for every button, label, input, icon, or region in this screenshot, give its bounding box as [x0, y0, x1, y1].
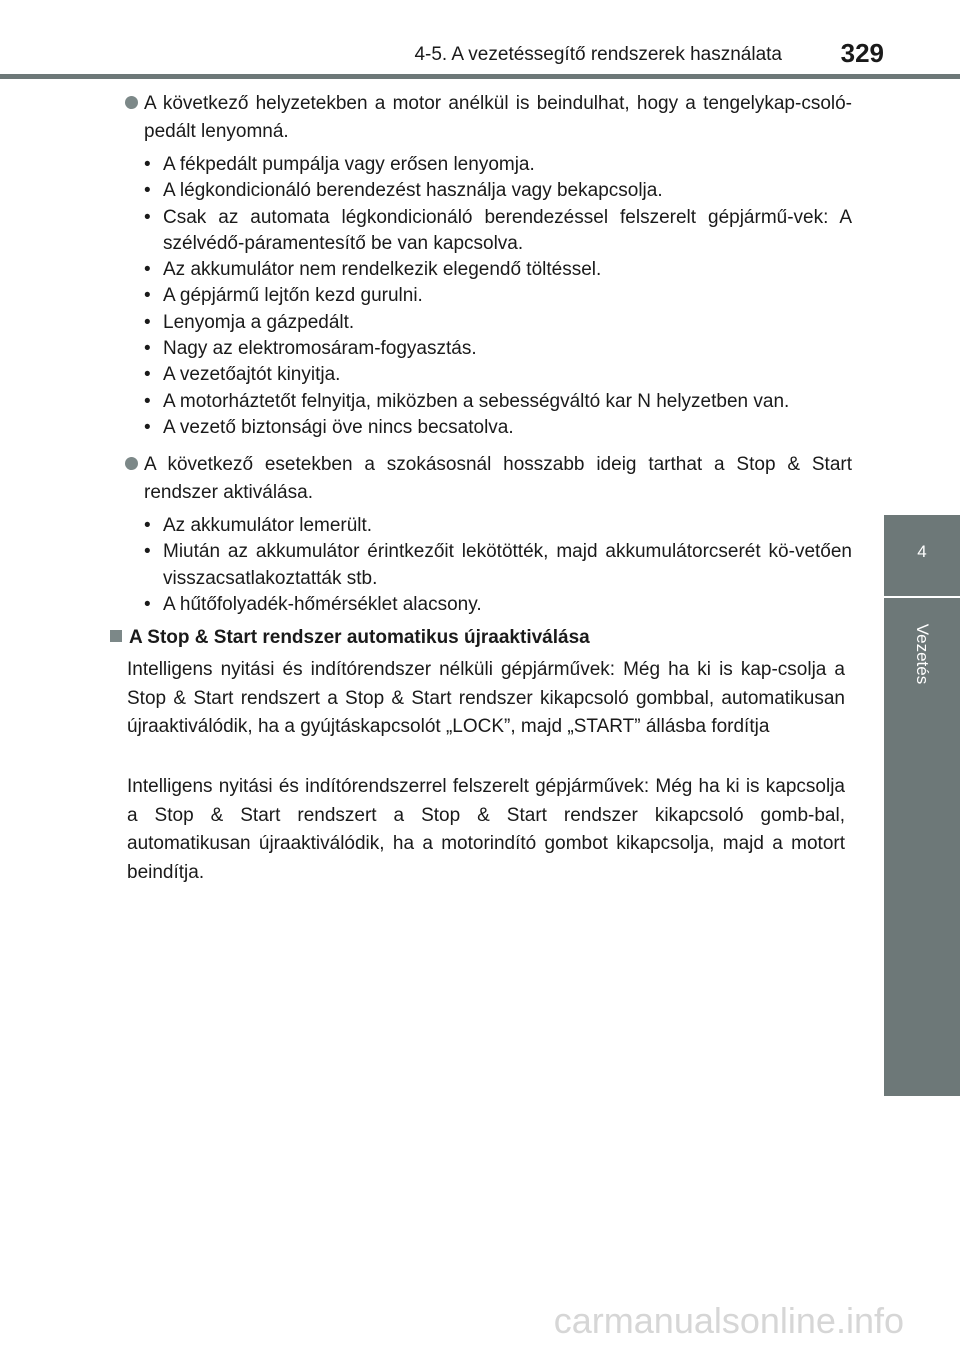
chapter-number: 4	[917, 542, 927, 561]
list-item: • A vezető biztonsági öve nincs becsatolva.	[144, 416, 514, 438]
bullet-paragraph	[144, 451, 852, 507]
list-item: • Csak az automata légkondicionáló berendezéssel felszerelt gépjármű-vek: A szélvédő-páramentesítő be van kapcsolva.	[144, 206, 852, 254]
square-bullet-icon	[110, 630, 122, 642]
body-paragraph: Intelligens nyitási és indítórendszer nélküli gépjárművek: Még ha ki is kap-csolja a Stop & Start rendszert a Stop & Start rendszer kikapcsoló gombbal, automatikusan újraaktiválódik, ha a gyújtáskapcsolót „LOCK”, majd „START” állásba fordítja	[127, 659, 845, 737]
chapter-strip	[884, 598, 960, 1096]
list-item: • Miután az akkumulátor érintkezőit lekötötték, majd akkumulátorcserét kö-vetően visszacsatlakoztatták stb.	[144, 541, 852, 589]
list-item: • A légkondicionáló berendezést használja vagy bekapcsolja.	[144, 180, 663, 202]
bullet-dot-icon	[125, 96, 138, 109]
section-title: 4-5. A vezetéssegítő rendszerek használata	[414, 44, 782, 65]
chapter-label: Vezetés	[913, 623, 932, 685]
body-paragraph: Intelligens nyitási és indítórendszerrel felszerelt gépjárművek: Még ha ki is kapcsolja a Stop & Start rendszert a Stop & Start rendszer kikapcsoló gomb-bal, automatikusan újraaktiválódik, ha a motorindító gombot kikapcsolja, majd a motort beindítja.	[127, 776, 845, 883]
bullet-text: A következő esetekben a szokásosnál hosszabb ideig tarthat a Stop & Start rendszer aktiválása.	[144, 454, 852, 503]
bullet-paragraph	[144, 90, 852, 146]
page-number: 329	[840, 38, 884, 68]
list-item: • A gépjármű lejtőn kezd gurulni.	[144, 285, 423, 307]
list-item: • Lenyomja a gázpedált.	[144, 311, 355, 333]
list-item: • A hűtőfolyadék-hőmérséklet alacsony.	[144, 593, 482, 615]
condition-list	[144, 513, 852, 618]
bullet-text: A következő helyzetekben a motor anélkül is beindulhat, hogy a tengelykap-csoló-pedált lenyomná.	[144, 93, 852, 142]
condition-list	[144, 152, 852, 441]
list-item: • A motorháztetőt felnyitja, miközben a sebességváltó kar N helyzetben van.	[144, 390, 790, 412]
list-item: • A fékpedált pumpálja vagy erősen lenyomja.	[144, 154, 535, 175]
list-item: • Nagy az elektromosáram-fogyasztás.	[144, 338, 477, 360]
list-item: • Az akkumulátor nem rendelkezik elegendő töltéssel.	[144, 259, 602, 281]
watermark: carmanualsonline.info	[553, 1300, 904, 1341]
list-item: • Az akkumulátor lemerült.	[144, 515, 373, 536]
section-heading: A Stop & Start rendszer automatikus újraaktiválása	[110, 627, 590, 649]
bullet-dot-icon	[125, 457, 138, 470]
page-header	[0, 0, 960, 74]
list-item: • A vezetőajtót kinyitja.	[144, 364, 341, 386]
chapter-tab	[884, 515, 960, 596]
header-divider	[0, 74, 960, 79]
